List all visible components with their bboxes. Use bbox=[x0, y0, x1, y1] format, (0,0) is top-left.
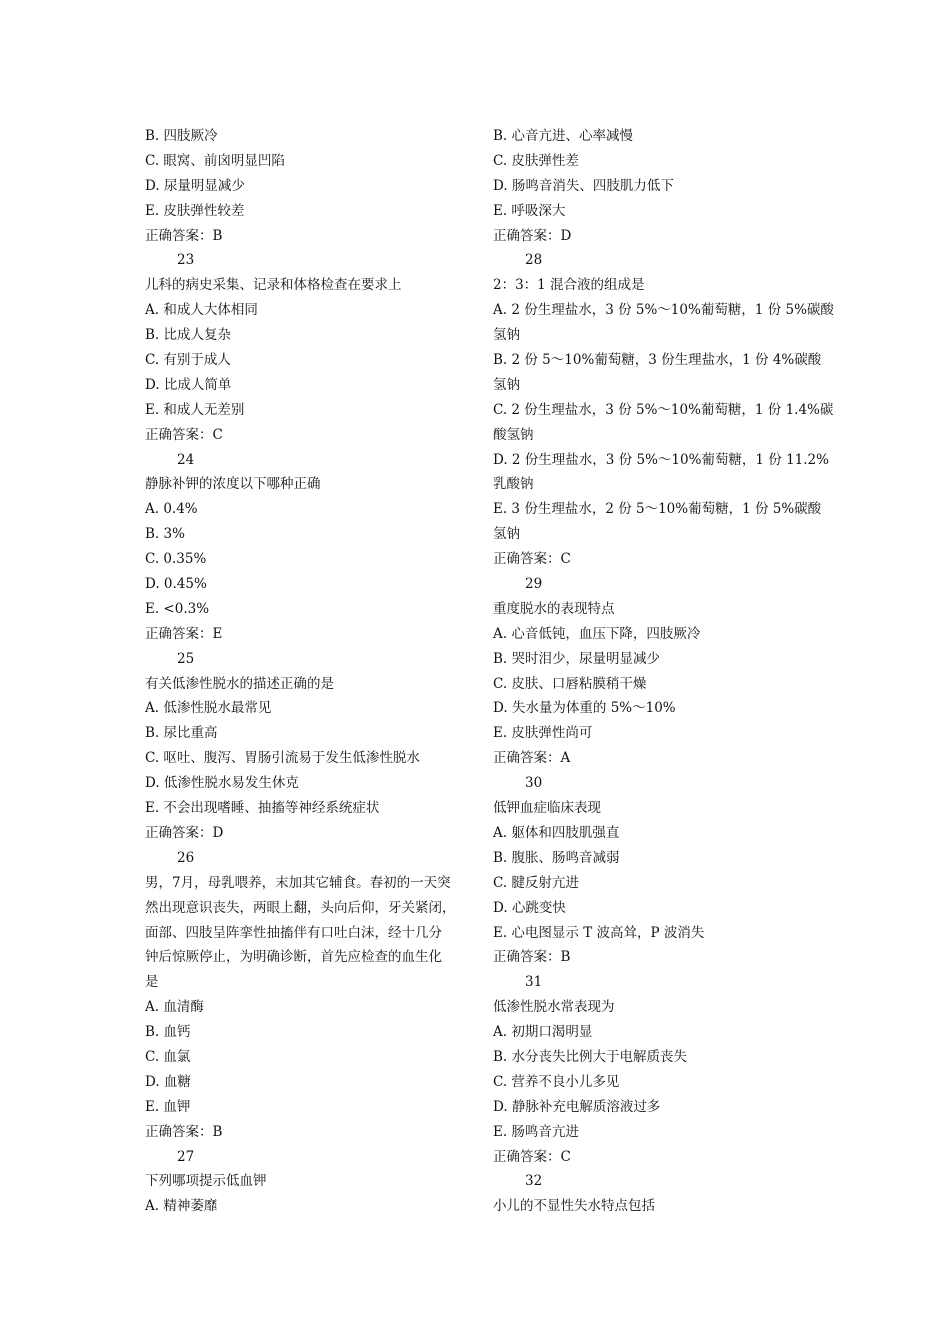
answer-option: E. 皮肤弹性尚可 bbox=[493, 725, 593, 742]
answer-option: C. 皮肤、口唇粘膜稍干燥 bbox=[493, 675, 647, 692]
answer-option: A. 躯体和四肢肌强直 bbox=[493, 824, 620, 841]
question-number: 23 bbox=[177, 252, 195, 269]
answer-option: C. 眼窝、前囟明显凹陷 bbox=[145, 152, 285, 169]
answer-option: A. 和成人大体相同 bbox=[145, 302, 258, 319]
question-text: 儿科的病史采集、记录和体格检查在要求上 bbox=[145, 277, 402, 294]
answer-option: C. 腱反射亢进 bbox=[493, 874, 579, 891]
answer-option: C. 有别于成人 bbox=[145, 352, 231, 369]
question-text: 小儿的不显性失水特点包括 bbox=[493, 1198, 655, 1215]
question-number: 26 bbox=[177, 849, 195, 866]
answer-option: C. 皮肤弹性差 bbox=[493, 152, 579, 169]
answer-option: C. 0.35% bbox=[145, 551, 207, 568]
answer-option: E. 3 份生理盐水，2 份 5～10%葡萄糖，1 份 5%碳酸 bbox=[493, 501, 822, 518]
answer-option: B. 血钙 bbox=[145, 1024, 191, 1041]
answer-option: B. 水分丧失比例大于电解质丧失 bbox=[493, 1048, 688, 1065]
answer-option: D. 静脉补充电解质溶液过多 bbox=[493, 1098, 661, 1115]
answer-option: E. 血钾 bbox=[145, 1098, 191, 1115]
answer-option: A. 初期口渴明显 bbox=[493, 1024, 593, 1041]
question-text: 静脉补钾的浓度以下哪种正确 bbox=[145, 476, 321, 493]
question-number: 32 bbox=[525, 1173, 543, 1190]
question-text: 低钾血症临床表现 bbox=[493, 800, 601, 817]
correct-answer: 正确答案：A bbox=[493, 750, 571, 767]
question-text: 乳酸钠 bbox=[493, 476, 534, 493]
question-number: 30 bbox=[525, 775, 543, 792]
answer-option: E. 心电图显示 T 波高耸，P 波消失 bbox=[493, 924, 705, 941]
answer-option: E. 呼吸深大 bbox=[493, 202, 566, 219]
answer-option: D. 0.45% bbox=[145, 576, 207, 593]
question-text: 男，7月，母乳喂养，末加其它辅食。春初的一天突 bbox=[145, 874, 451, 891]
answer-option: B. 腹胀、肠鸣音减弱 bbox=[493, 849, 620, 866]
correct-answer: 正确答案：C bbox=[493, 551, 571, 568]
question-text: 下列哪项提示低血钾 bbox=[145, 1173, 267, 1190]
question-number: 31 bbox=[525, 974, 543, 991]
question-number: 27 bbox=[177, 1148, 195, 1165]
answer-option: A. 精神萎靡 bbox=[145, 1198, 218, 1215]
question-number: 29 bbox=[525, 576, 543, 593]
question-text: 是 bbox=[145, 974, 159, 991]
answer-option: D. 低渗性脱水易发生休克 bbox=[145, 775, 299, 792]
answer-option: B. 3% bbox=[145, 526, 185, 543]
answer-option: B. 哭时泪少，尿量明显减少 bbox=[493, 650, 661, 667]
question-text: 氢钠 bbox=[493, 526, 520, 543]
right-column bbox=[493, 124, 834, 1219]
answer-option: D. 心跳变快 bbox=[493, 899, 566, 916]
correct-answer: 正确答案：B bbox=[145, 1123, 223, 1140]
question-text: 低渗性脱水常表现为 bbox=[493, 999, 615, 1016]
answer-option: E. 不会出现嗜睡、抽搐等神经系统症状 bbox=[145, 800, 380, 817]
answer-option: D. 血糖 bbox=[145, 1073, 191, 1090]
answer-option: C. 2 份生理盐水，3 份 5%～10%葡萄糖，1 份 1.4%碳 bbox=[493, 401, 834, 418]
question-text: 氢钠 bbox=[493, 376, 520, 393]
question-number: 25 bbox=[177, 650, 195, 667]
answer-option: D. 失水量为体重的 5%～10% bbox=[493, 700, 676, 717]
question-text: 氢钠 bbox=[493, 327, 520, 344]
question-text: 酸氢钠 bbox=[493, 426, 534, 443]
correct-answer: 正确答案：B bbox=[145, 227, 223, 244]
answer-option: A. 低渗性脱水最常见 bbox=[145, 700, 272, 717]
answer-option: B. 心音亢进、心率减慢 bbox=[493, 128, 634, 144]
answer-option: E. 和成人无差别 bbox=[145, 401, 245, 418]
answer-option: D. 尿量明显减少 bbox=[145, 177, 245, 194]
correct-answer: 正确答案：C bbox=[145, 426, 223, 443]
answer-option: C. 营养不良小儿多见 bbox=[493, 1073, 620, 1090]
question-text: 有关低渗性脱水的描述正确的是 bbox=[145, 675, 334, 692]
answer-option: E. 皮肤弹性较差 bbox=[145, 202, 245, 219]
question-text: 重度脱水的表现特点 bbox=[493, 600, 615, 617]
answer-option: C. 血氯 bbox=[145, 1048, 191, 1065]
answer-option: A. 2 份生理盐水，3 份 5%～10%葡萄糖，1 份 5%碳酸 bbox=[493, 302, 834, 319]
left-column bbox=[145, 124, 463, 1219]
question-number: 28 bbox=[525, 252, 543, 269]
question-text: 2：3：1 混合液的组成是 bbox=[493, 277, 645, 294]
answer-option: D. 比成人简单 bbox=[145, 376, 232, 393]
correct-answer: 正确答案：D bbox=[493, 227, 572, 244]
answer-option: A. 0.4% bbox=[145, 501, 198, 518]
answer-option: B. 2 份 5～10%葡萄糖，3 份生理盐水，1 份 4%碳酸 bbox=[493, 352, 822, 369]
correct-answer: 正确答案：E bbox=[145, 625, 223, 642]
answer-option: E. 肠鸣音亢进 bbox=[493, 1123, 579, 1140]
answer-option: E. <0.3% bbox=[145, 600, 210, 617]
correct-answer: 正确答案：C bbox=[493, 1148, 571, 1165]
correct-answer: 正确答案：D bbox=[145, 824, 224, 841]
answer-option: B. 比成人复杂 bbox=[145, 327, 232, 344]
question-text: 钟后惊厥停止，为明确诊断，首先应检查的血生化 bbox=[145, 949, 442, 966]
answer-option: A. 心音低钝，血压下降，四肢厥冷 bbox=[493, 625, 701, 642]
question-text: 然出现意识丧失，两眼上翻，头向后仰，牙关紧闭， bbox=[145, 899, 456, 916]
answer-option: A. 血清酶 bbox=[145, 999, 204, 1016]
answer-option: C. 呕吐、腹泻、胃肠引流易于发生低渗性脱水 bbox=[145, 750, 420, 767]
answer-option: B. 四肢厥冷 bbox=[145, 128, 218, 144]
answer-option: D. 2 份生理盐水，3 份 5%～10%葡萄糖，1 份 11.2% bbox=[493, 451, 829, 468]
question-text: 面部、四肢呈阵挛性抽搐伴有口吐白沫，经十几分 bbox=[145, 924, 442, 941]
question-number: 24 bbox=[177, 451, 195, 468]
answer-option: B. 尿比重高 bbox=[145, 725, 218, 742]
answer-option: D. 肠鸣音消失、四肢肌力低下 bbox=[493, 177, 674, 194]
correct-answer: 正确答案：B bbox=[493, 949, 571, 966]
